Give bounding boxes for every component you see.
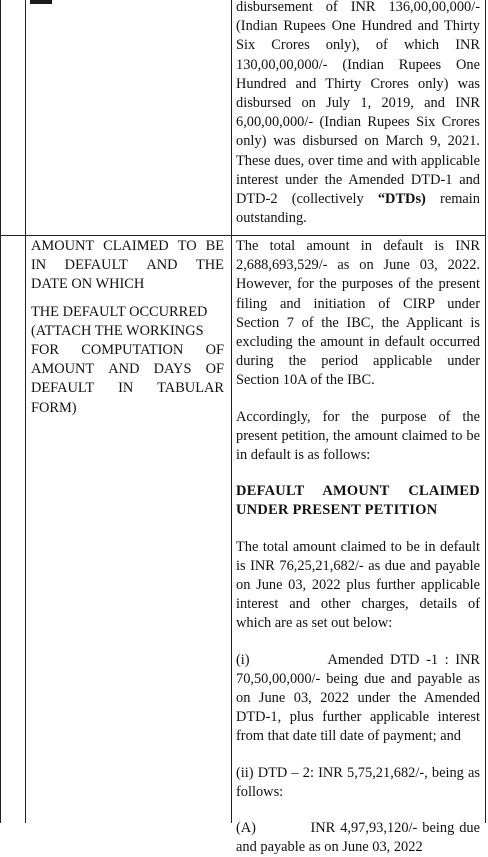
label-line-4	[31, 303, 224, 322]
table-row-divider	[0, 235, 486, 236]
label-word: DEFAULT	[64, 257, 128, 274]
table-border-number-column	[25, 0, 26, 823]
paragraph-amended-dtd-1: (i) Amended DTD -1 : INR 70,50,00,000/- being due and payable as on June 03, 2022 under the Amended DTD-1, plus further applicable interest from that date till date of payment; and	[236, 651, 484, 745]
label-word: DATE ON WHICH	[31, 276, 145, 293]
label-line-6	[31, 341, 224, 360]
top-row-body: disbursement of INR 136,00,00,000/- (Indian Rupees One Hundred and Thirty Six Crores only), of which INR 130,00,00,000/- (Indian Rupees One Hundred and Thirty Crores only) was disbursed on July 1, 2019, and INR 6,00,00,000/- (Indian Rupees Six Crores only) was disbursed on March 9, 2021. These dues, over time and with applicable interest under the Amended DTD-1 and DTD-2 (collectively	[236, 0, 480, 208]
label-word: AND	[146, 257, 178, 274]
label-line-3	[31, 275, 224, 294]
redacted-mark	[30, 0, 52, 4]
paragraph-dtd-2: (ii) DTD – 2: INR 5,75,21,682/-, being as follows:	[236, 764, 480, 800]
label-word: OF	[205, 342, 224, 359]
section-heading: DEFAULT AMOUNT CLAIMED UNDER PRESENT PETITION	[236, 483, 480, 519]
label-word: COMPUTATION	[81, 342, 184, 359]
label-word: DAYS	[153, 361, 192, 378]
top-row-text	[236, 0, 480, 228]
top-row-tail: remain outstanding.	[236, 191, 480, 227]
label-word: CLAIMED	[103, 238, 169, 254]
paragraph-total-claimed: The total amount claimed to be in default is INR 76,25,21,682/- as due and payable on June 03, 2022 plus further applicable interest and other charges, details of which are as set out below:	[236, 538, 480, 632]
label-line-2	[31, 256, 224, 275]
label-line-7	[31, 360, 224, 379]
label-word: TO	[177, 238, 197, 254]
table-border-right	[485, 0, 486, 823]
defined-term-dtds: “DTDs)	[377, 191, 426, 208]
label-word: OF	[205, 361, 224, 378]
label-word: IN	[31, 257, 47, 274]
label-word: BE	[205, 238, 224, 254]
label-word: FOR	[31, 342, 59, 359]
label-word: DEFAULT	[31, 380, 95, 397]
label-word: AMOUNT	[31, 361, 95, 378]
table-border-middle	[231, 0, 232, 823]
label-word: TABULAR	[157, 380, 224, 397]
label-word: IN	[118, 380, 134, 397]
label-word: (ATTACH THE WORKINGS	[31, 322, 204, 339]
label-word: THE DEFAULT OCCURRED	[31, 303, 208, 320]
paragraph-sub-a: (A) INR 4,97,93,120/- being due and payable as on June 03, 2022	[236, 820, 484, 856]
paragraph-total-default: The total amount in default is INR 2,688,693,529/- as on June 03, 2022. However, for the purposes of the present filing and initiation of CIRP under Section 7 of the IBC, the Applicant is excluding the amount in default occurred during the period applicable under Section 10A of the IBC.	[236, 238, 480, 389]
table-border-left	[0, 0, 1, 823]
label-line-9	[31, 399, 224, 418]
label-line-8	[31, 379, 224, 398]
row-label	[31, 237, 224, 418]
paragraph-accordingly: Accordingly, for the purpose of the present petition, the amount claimed to be in default is as follows:	[236, 408, 480, 464]
label-word: AND	[108, 361, 140, 378]
label-word: THE	[196, 257, 224, 274]
label-line-1	[31, 237, 224, 256]
label-word: AMOUNT	[31, 238, 95, 254]
row-content	[236, 237, 484, 857]
label-word: FORM)	[31, 399, 77, 416]
label-line-5	[31, 322, 224, 341]
